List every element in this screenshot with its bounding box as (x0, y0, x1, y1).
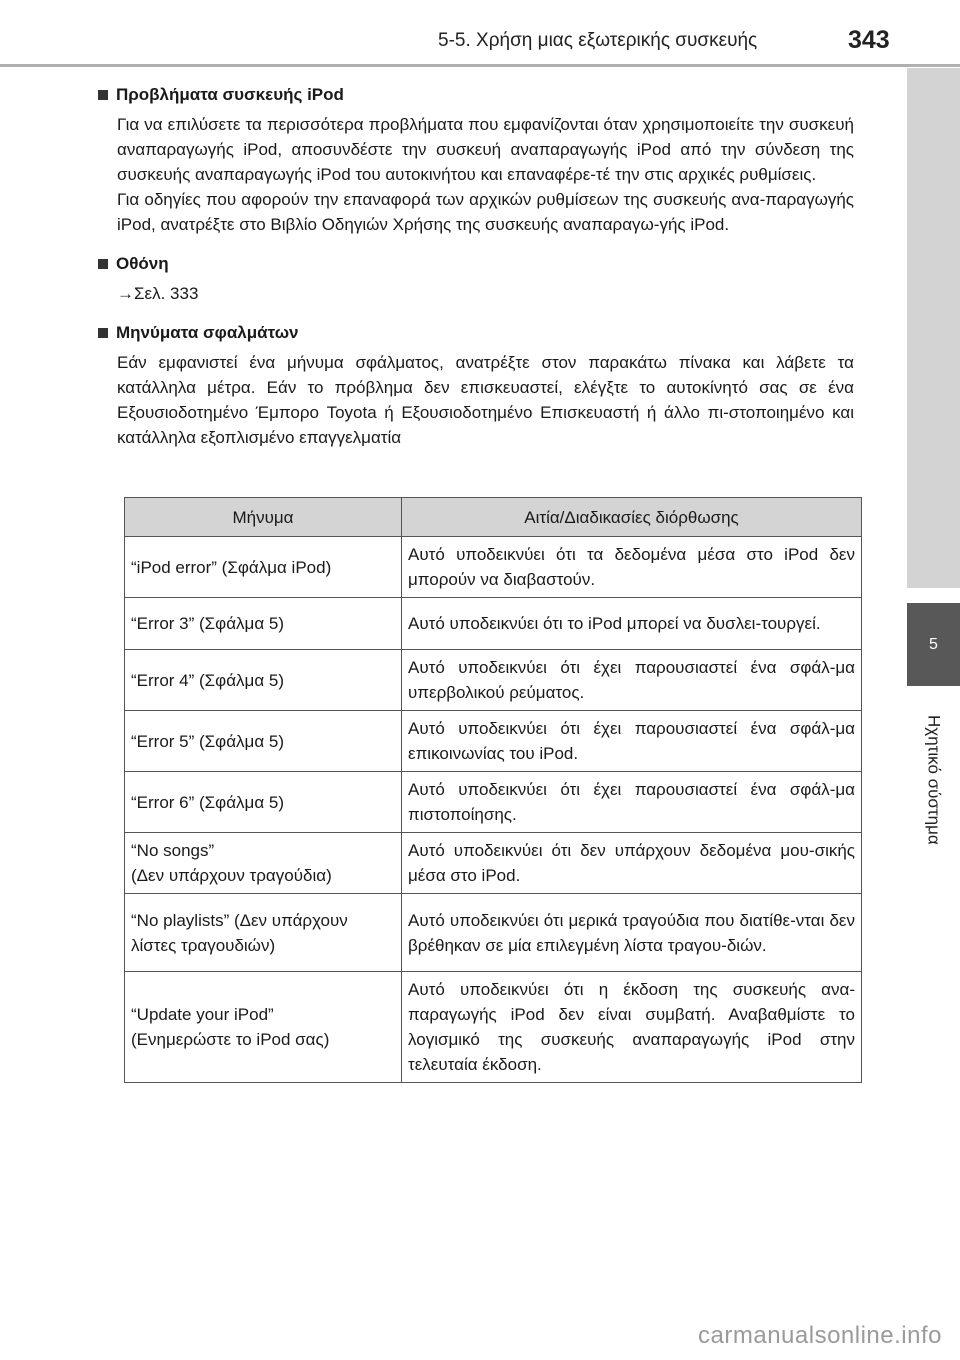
error-messages-table (124, 497, 862, 1083)
cause-cell: Αυτό υποδεικνύει ότι δεν υπάρχουν δεδομένα μου-σικής μέσα στο iPod. (402, 833, 862, 894)
message-cell: “No playlists” (Δεν υπάρχουν λίστες τραγουδιών) (125, 894, 402, 972)
chapter-label-text: Ηχητικό σύστημα (924, 715, 944, 845)
table-row (125, 537, 862, 598)
column-header-cause: Αιτία/Διαδικασίες διόρθωσης (402, 498, 862, 537)
message-line: (Ενημερώστε το iPod σας) (131, 1030, 330, 1049)
cause-cell: Αυτό υποδεικνύει ότι έχει παρουσιαστεί ένα σφάλ-μα πιστοποίησης. (402, 772, 862, 833)
message-cell (125, 833, 402, 894)
main-content (98, 78, 854, 450)
cause-cell: Αυτό υποδεικνύει ότι έχει παρουσιαστεί ένα σφάλ-μα επικοινωνίας του iPod. (402, 711, 862, 772)
column-header-message: Μήνυμα (125, 498, 402, 537)
section-heading-ipod-problems (98, 82, 854, 107)
square-bullet-icon (98, 259, 108, 269)
square-bullet-icon (98, 90, 108, 100)
table-header-row (125, 498, 862, 537)
page-number: 343 (848, 26, 890, 54)
message-line: “No songs” (131, 841, 215, 860)
section-heading-display (98, 251, 854, 276)
heading-text: Μηνύματα σφαλμάτων (116, 323, 299, 342)
chapter-tab: 5 (907, 603, 960, 686)
message-line: (Δεν υπάρχουν τραγούδια) (131, 866, 332, 885)
table-row (125, 650, 862, 711)
message-line: “Update your iPod” (131, 1005, 274, 1024)
message-cell: “Error 6” (Σφάλμα 5) (125, 772, 402, 833)
cause-cell: Αυτό υποδεικνύει ότι έχει παρουσιαστεί ένα σφάλ-μα υπερβολικού ρεύματος. (402, 650, 862, 711)
table-row (125, 972, 862, 1083)
page-header-title: 5-5. Χρήση μιας εξωτερικής συσκευής (438, 30, 758, 51)
message-cell: “Error 5” (Σφάλμα 5) (125, 711, 402, 772)
square-bullet-icon (98, 328, 108, 338)
message-cell (125, 972, 402, 1083)
table-row (125, 894, 862, 972)
cause-cell: Αυτό υποδεικνύει ότι η έκδοση της συσκευής ανα-παραγωγής iPod δεν είναι συμβατή. Αναβαθμίστε το λογισμικό της συσκευής αναπαραγωγής iPod στην τελευταία έκδοση. (402, 972, 862, 1083)
section-heading-error-messages (98, 320, 854, 345)
message-cell: “Error 3” (Σφάλμα 5) (125, 598, 402, 650)
cause-cell: Αυτό υποδεικνύει ότι τα δεδομένα μέσα στο iPod δεν μπορούν να διαβαστούν. (402, 537, 862, 598)
paragraph: Για οδηγίες που αφορούν την επαναφορά των αρχικών ρυθμίσεων της συσκευής ανα-παραγωγής iPod, ανατρέξτε στο Βιβλίο Οδηγιών Χρήσης της συσκευής αναπαραγω-γής iPod. (117, 190, 854, 234)
chapter-label (907, 700, 960, 860)
paragraph: Για να επιλύσετε τα περισσότερα προβλήματα που εμφανίζονται όταν χρησιμοποιείτε την συσκευή αναπαραγωγής iPod, αποσυνδέστε την συσκευή αναπαραγωγής iPod από την σύνδεση της συσκευής αναπαραγωγής iPod του αυτοκινήτου και επαναφέρε-τέ την στις αρχικές ρυθμίσεις. (117, 115, 854, 184)
paragraph: Εάν εμφανιστεί ένα μήνυμα σφάλματος, ανατρέξτε στον παρακάτω πίνακα και λάβετε τα κατάλληλα μέτρα. Εάν το πρόβλημα δεν επισκευαστεί, ελέγξτε το αυτοκίνητό σας σε ένα Εξουσιοδοτημένο Έμπορο Toyota ή Εξουσιοδοτημένο Επισκευαστή ή άλλο πι-στοποιημένο και κατάλληλα εξοπλισμένο επαγγελματία (117, 353, 854, 447)
page-reference: →Σελ. 333 (117, 284, 199, 303)
cause-cell: Αυτό υποδεικνύει ότι μερικά τραγούδια που διατίθε-νται δεν βρέθηκαν σε μία επιλεγμένη λίστα τραγου-διών. (402, 894, 862, 972)
message-cell: “iPod error” (Σφάλμα iPod) (125, 537, 402, 598)
table-row (125, 711, 862, 772)
heading-text: Προβλήματα συσκευής iPod (116, 85, 344, 104)
watermark: carmanualsonline.info (698, 1322, 942, 1349)
heading-text: Οθόνη (116, 254, 169, 273)
header-divider (0, 64, 960, 67)
side-tab-background (907, 68, 960, 588)
table-row (125, 598, 862, 650)
cause-cell: Αυτό υποδεικνύει ότι το iPod μπορεί να δυσλει-τουργεί. (402, 598, 862, 650)
message-cell: “Error 4” (Σφάλμα 5) (125, 650, 402, 711)
table-row (125, 772, 862, 833)
table-row (125, 833, 862, 894)
